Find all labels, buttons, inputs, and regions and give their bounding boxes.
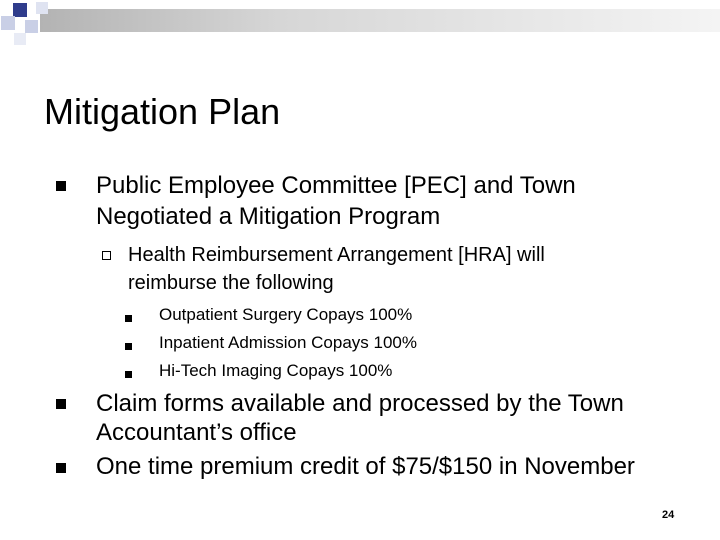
filled-square-icon	[56, 463, 66, 473]
page-number: 24	[662, 509, 675, 521]
deco-square-dark	[13, 3, 27, 17]
small-filled-square-icon	[125, 315, 132, 322]
small-filled-square-icon	[125, 371, 132, 378]
deco-square-pale	[1, 16, 15, 30]
slide-title: Mitigation Plan	[44, 91, 281, 132]
deco-square-light	[14, 33, 26, 45]
list-item: Inpatient Admission Copays 100%	[159, 333, 417, 352]
top-gradient-bar	[40, 9, 720, 32]
sub-bullet-text: Health Reimbursement Arrangement [HRA] will	[128, 244, 545, 266]
bullet-text: Accountant’s office	[96, 419, 297, 446]
bullet-text: Negotiated a Mitigation Program	[96, 203, 441, 230]
sub-bullet-text: reimburse the following	[128, 272, 334, 294]
bullet-text: Claim forms available and processed by the Town	[96, 390, 624, 417]
deco-square-pale	[25, 20, 38, 33]
filled-square-icon	[56, 399, 66, 409]
bullet-text: One time premium credit of $75/$150 in November	[96, 453, 635, 480]
bullet-text: Public Employee Committee [PEC] and Town	[96, 172, 576, 199]
header-decoration	[0, 0, 720, 50]
deco-square-pale	[36, 2, 48, 14]
small-filled-square-icon	[125, 343, 132, 350]
hollow-square-icon	[102, 251, 111, 260]
filled-square-icon	[56, 181, 66, 191]
list-item: Hi-Tech Imaging Copays 100%	[159, 361, 393, 380]
list-item: Outpatient Surgery Copays 100%	[159, 305, 413, 324]
